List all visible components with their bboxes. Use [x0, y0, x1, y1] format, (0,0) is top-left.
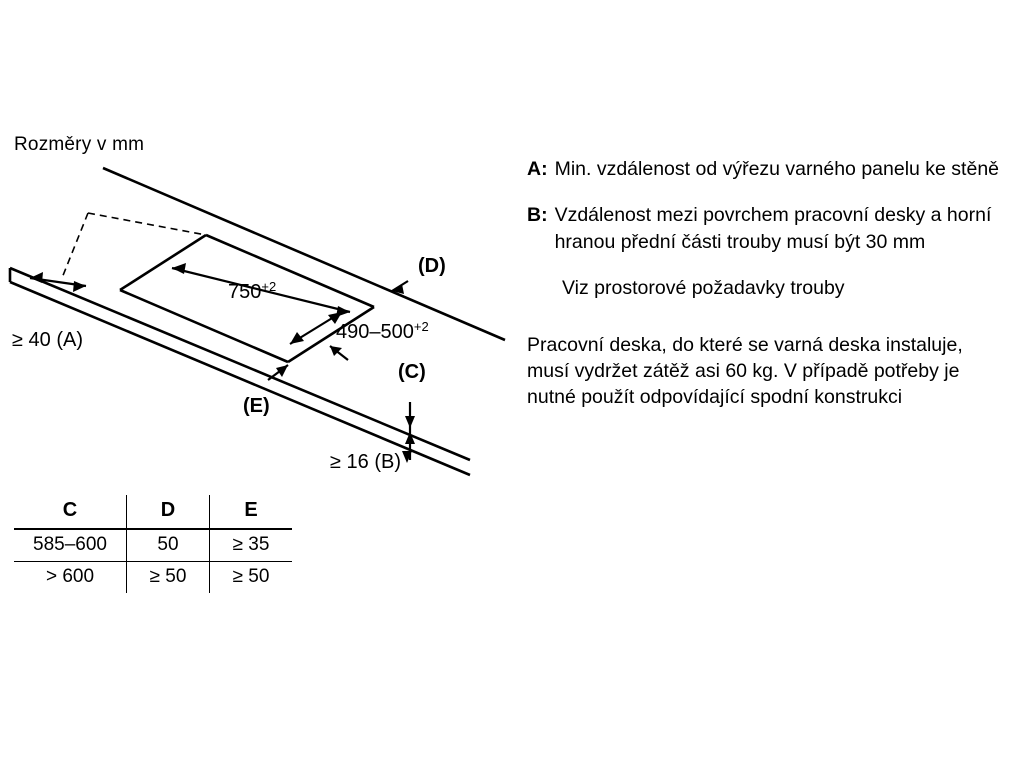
table-header-c: C	[14, 495, 127, 529]
dashed-guide-left	[62, 213, 88, 278]
arrow-a-left	[30, 272, 43, 283]
table-row	[14, 529, 292, 562]
dimensions-caption: Rozměry v mm	[14, 134, 145, 155]
dimensions-table	[14, 495, 292, 593]
table-cell-d: 50	[127, 529, 210, 562]
arrow-e	[276, 365, 288, 377]
table-cell-c: 585–600	[14, 529, 127, 562]
note-oven-requirements: Viz prostorové požadavky trouby	[562, 276, 845, 299]
note-b-key: B:	[527, 204, 548, 227]
installation-drawing	[0, 150, 520, 490]
table-row	[14, 562, 292, 594]
note-b	[527, 202, 1007, 255]
label-a: ≥ 40 (A)	[12, 329, 83, 351]
table-header-e: E	[244, 499, 258, 521]
arrow-width-left	[172, 263, 186, 274]
note-worktop-load: Pracovní deska, do které se varná deska instaluje, musí vydržet zátěž asi 60 kg. V případě potřeby je nutné použít odpovídající spodní konstrukci	[527, 334, 963, 409]
label-width: $750^{+2}$	[228, 279, 277, 303]
note-b-text: Vzdálenost mezi povrchem pracovní desky a horní hranou přední části trouby musí být 30 mm	[554, 204, 992, 253]
label-e: (E)	[243, 395, 270, 417]
table-header-d: D	[127, 495, 210, 529]
table-header-row	[14, 495, 292, 529]
cutout-left-line	[120, 235, 206, 290]
table-header	[14, 495, 292, 529]
label-d: (D)	[418, 255, 446, 277]
dashed-guide-upper	[88, 213, 206, 235]
notes-column	[527, 156, 1007, 411]
label-depth: $490-500^{+2}$	[336, 319, 429, 343]
note-a-key: A:	[527, 158, 548, 180]
table-cell-e: ≥ 35	[232, 534, 270, 555]
note-a	[527, 156, 1007, 182]
label-b: ≥ 16 (B)	[330, 451, 401, 473]
cutout-front-line	[120, 290, 288, 362]
table-body	[14, 529, 292, 593]
label-c: (C)	[398, 361, 426, 383]
arrow-b-up	[405, 416, 415, 428]
table-cell-c: > 600	[14, 562, 127, 594]
table-cell-e: ≥ 50	[232, 566, 270, 587]
note-a-text: Min. vzdálenost od výřezu varného panelu ke stěně	[554, 158, 1000, 180]
table-cell-d: ≥ 50	[127, 562, 210, 594]
arrow-a-right	[73, 281, 86, 292]
worktop-top-edge-line	[103, 168, 505, 340]
arrow-depth-lower	[290, 332, 304, 344]
